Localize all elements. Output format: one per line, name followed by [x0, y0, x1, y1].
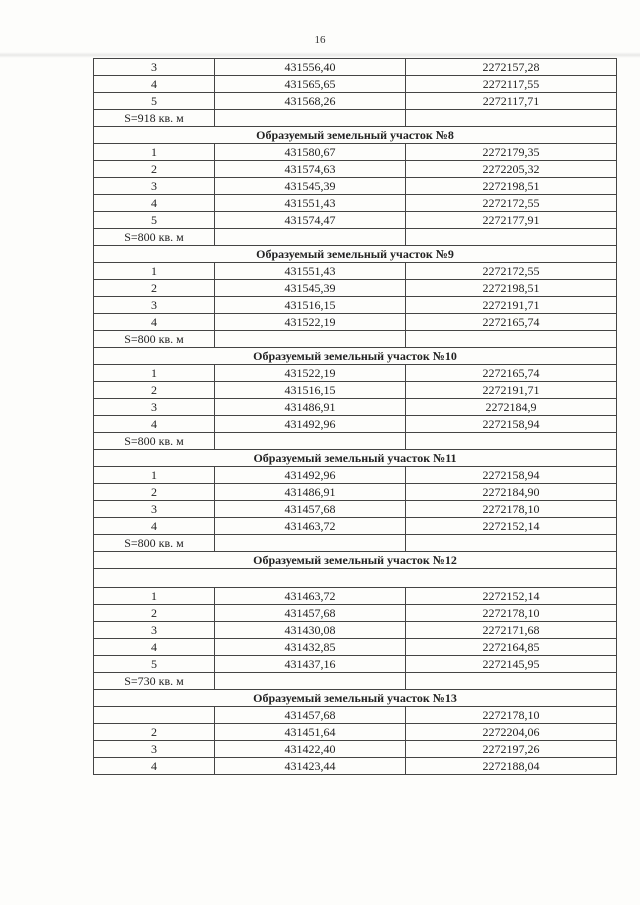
coordinate-row [94, 622, 617, 639]
empty-cell [215, 433, 406, 450]
y-coordinate-cell: 2272152,14 [406, 518, 617, 535]
y-coordinate-cell: 2272179,35 [406, 144, 617, 161]
x-coordinate-cell: 431574,47 [215, 212, 406, 229]
y-coordinate-cell: 2272205,32 [406, 161, 617, 178]
x-coordinate-cell: 431574,63 [215, 161, 406, 178]
x-coordinate-cell: 431551,43 [215, 195, 406, 212]
coordinate-row [94, 144, 617, 161]
x-coordinate-cell: 431492,96 [215, 416, 406, 433]
point-number-cell: 5 [94, 656, 215, 673]
point-number-cell: 2 [94, 605, 215, 622]
parcel-heading: Образуемый земельный участок №9 [94, 246, 617, 263]
point-number-cell: 3 [94, 622, 215, 639]
x-coordinate-cell: 431486,91 [215, 484, 406, 501]
x-coordinate-cell: 431457,68 [215, 501, 406, 518]
y-coordinate-cell: 2272158,94 [406, 467, 617, 484]
y-coordinate-cell: 2272117,71 [406, 93, 617, 110]
coordinate-row [94, 195, 617, 212]
x-coordinate-cell: 431457,68 [215, 707, 406, 724]
point-number-cell: 1 [94, 365, 215, 382]
point-number-cell: 3 [94, 178, 215, 195]
point-number-cell: 3 [94, 399, 215, 416]
x-coordinate-cell: 431430,08 [215, 622, 406, 639]
y-coordinate-cell: 2272191,71 [406, 297, 617, 314]
coordinate-row [94, 314, 617, 331]
coordinate-row [94, 263, 617, 280]
point-number-cell: 4 [94, 639, 215, 656]
empty-cell [406, 673, 617, 690]
coordinate-row [94, 588, 617, 605]
coordinate-row [94, 59, 617, 76]
parcel-heading-row [94, 246, 617, 263]
coordinate-row [94, 501, 617, 518]
point-number-cell: 1 [94, 144, 215, 161]
y-coordinate-cell: 2272171,68 [406, 622, 617, 639]
point-number-cell [94, 707, 215, 724]
x-coordinate-cell: 431568,26 [215, 93, 406, 110]
parcel-heading: Образуемый земельный участок №13 [94, 690, 617, 707]
coordinate-row [94, 161, 617, 178]
point-number-cell: 1 [94, 588, 215, 605]
empty-cell [215, 331, 406, 348]
y-coordinate-cell: 2272198,51 [406, 280, 617, 297]
empty-cell [406, 535, 617, 552]
y-coordinate-cell: 2272164,85 [406, 639, 617, 656]
point-number-cell: 4 [94, 416, 215, 433]
y-coordinate-cell: 2272158,94 [406, 416, 617, 433]
x-coordinate-cell: 431545,39 [215, 280, 406, 297]
empty-cell [215, 110, 406, 127]
area-row [94, 331, 617, 348]
area-row [94, 110, 617, 127]
coordinate-row [94, 467, 617, 484]
coordinate-row [94, 758, 617, 775]
y-coordinate-cell: 2272177,91 [406, 212, 617, 229]
x-coordinate-cell: 431545,39 [215, 178, 406, 195]
parcel-heading-row [94, 690, 617, 707]
y-coordinate-cell: 2272197,26 [406, 741, 617, 758]
y-coordinate-cell: 2272204,06 [406, 724, 617, 741]
y-coordinate-cell: 2272165,74 [406, 314, 617, 331]
y-coordinate-cell: 2272165,74 [406, 365, 617, 382]
point-number-cell: 3 [94, 501, 215, 518]
x-coordinate-cell: 431522,19 [215, 314, 406, 331]
x-coordinate-cell: 431437,16 [215, 656, 406, 673]
point-number-cell: 4 [94, 195, 215, 212]
coordinate-row [94, 93, 617, 110]
point-number-cell: 4 [94, 76, 215, 93]
coordinate-row [94, 741, 617, 758]
x-coordinate-cell: 431565,65 [215, 76, 406, 93]
x-coordinate-cell: 431451,64 [215, 724, 406, 741]
coordinate-row [94, 518, 617, 535]
coordinate-row [94, 178, 617, 195]
coordinate-row [94, 724, 617, 741]
area-row [94, 535, 617, 552]
y-coordinate-cell: 2272172,55 [406, 263, 617, 280]
empty-cell [406, 229, 617, 246]
area-cell: S=918 кв. м [94, 110, 215, 127]
empty-cell [406, 110, 617, 127]
area-row [94, 229, 617, 246]
point-number-cell: 1 [94, 467, 215, 484]
empty-cell [215, 535, 406, 552]
parcel-heading: Образуемый земельный участок №8 [94, 127, 617, 144]
parcel-heading: Образуемый земельный участок №12 [94, 552, 617, 569]
y-coordinate-cell: 2272178,10 [406, 501, 617, 518]
coordinate-row [94, 382, 617, 399]
parcel-heading-row [94, 127, 617, 144]
coordinate-row [94, 639, 617, 656]
empty-cell [215, 673, 406, 690]
x-coordinate-cell: 431486,91 [215, 399, 406, 416]
point-number-cell: 5 [94, 93, 215, 110]
parcel-heading-row [94, 348, 617, 365]
y-coordinate-cell: 2272184,90 [406, 484, 617, 501]
point-number-cell: 2 [94, 484, 215, 501]
y-coordinate-cell: 2272198,51 [406, 178, 617, 195]
y-coordinate-cell: 2272188,04 [406, 758, 617, 775]
coordinate-row [94, 416, 617, 433]
x-coordinate-cell: 431516,15 [215, 297, 406, 314]
point-number-cell: 2 [94, 382, 215, 399]
x-coordinate-cell: 431492,96 [215, 467, 406, 484]
coordinates-table [93, 58, 617, 775]
x-coordinate-cell: 431457,68 [215, 605, 406, 622]
x-coordinate-cell: 431556,40 [215, 59, 406, 76]
empty-cell [406, 331, 617, 348]
area-cell: S=800 кв. м [94, 229, 215, 246]
x-coordinate-cell: 431463,72 [215, 518, 406, 535]
point-number-cell: 3 [94, 741, 215, 758]
empty-cell [215, 229, 406, 246]
blank-row [94, 569, 617, 588]
point-number-cell: 2 [94, 161, 215, 178]
point-number-cell: 3 [94, 297, 215, 314]
coordinate-row [94, 605, 617, 622]
coordinate-row [94, 399, 617, 416]
y-coordinate-cell: 2272117,55 [406, 76, 617, 93]
x-coordinate-cell: 431463,72 [215, 588, 406, 605]
x-coordinate-cell: 431432,85 [215, 639, 406, 656]
parcel-heading: Образуемый земельный участок №11 [94, 450, 617, 467]
area-cell: S=800 кв. м [94, 535, 215, 552]
page-number: 16 [314, 34, 326, 46]
coordinate-row [94, 656, 617, 673]
x-coordinate-cell: 431551,43 [215, 263, 406, 280]
area-cell: S=800 кв. м [94, 331, 215, 348]
point-number-cell: 4 [94, 518, 215, 535]
y-coordinate-cell: 2272184,9 [406, 399, 617, 416]
parcel-heading-row [94, 552, 617, 569]
x-coordinate-cell: 431580,67 [215, 144, 406, 161]
y-coordinate-cell: 2272178,10 [406, 605, 617, 622]
x-coordinate-cell: 431423,44 [215, 758, 406, 775]
point-number-cell: 5 [94, 212, 215, 229]
point-number-cell: 4 [94, 758, 215, 775]
coordinate-row [94, 212, 617, 229]
x-coordinate-cell: 431522,19 [215, 365, 406, 382]
point-number-cell: 2 [94, 724, 215, 741]
x-coordinate-cell: 431422,40 [215, 741, 406, 758]
area-cell: S=800 кв. м [94, 433, 215, 450]
x-coordinate-cell: 431516,15 [215, 382, 406, 399]
y-coordinate-cell: 2272191,71 [406, 382, 617, 399]
y-coordinate-cell: 2272145,95 [406, 656, 617, 673]
area-row [94, 433, 617, 450]
point-number-cell: 1 [94, 263, 215, 280]
point-number-cell: 3 [94, 59, 215, 76]
coordinate-row [94, 280, 617, 297]
y-coordinate-cell: 2272172,55 [406, 195, 617, 212]
point-number-cell: 2 [94, 280, 215, 297]
coordinate-row [94, 484, 617, 501]
area-cell: S=730 кв. м [94, 673, 215, 690]
point-number-cell: 4 [94, 314, 215, 331]
coordinate-row [94, 365, 617, 382]
coordinate-row [94, 297, 617, 314]
empty-cell [406, 433, 617, 450]
parcel-heading-row [94, 450, 617, 467]
area-row [94, 673, 617, 690]
coordinate-row [94, 707, 617, 724]
coordinate-row [94, 76, 617, 93]
parcel-heading: Образуемый земельный участок №10 [94, 348, 617, 365]
blank-cell [94, 569, 617, 588]
y-coordinate-cell: 2272178,10 [406, 707, 617, 724]
y-coordinate-cell: 2272152,14 [406, 588, 617, 605]
y-coordinate-cell: 2272157,28 [406, 59, 617, 76]
